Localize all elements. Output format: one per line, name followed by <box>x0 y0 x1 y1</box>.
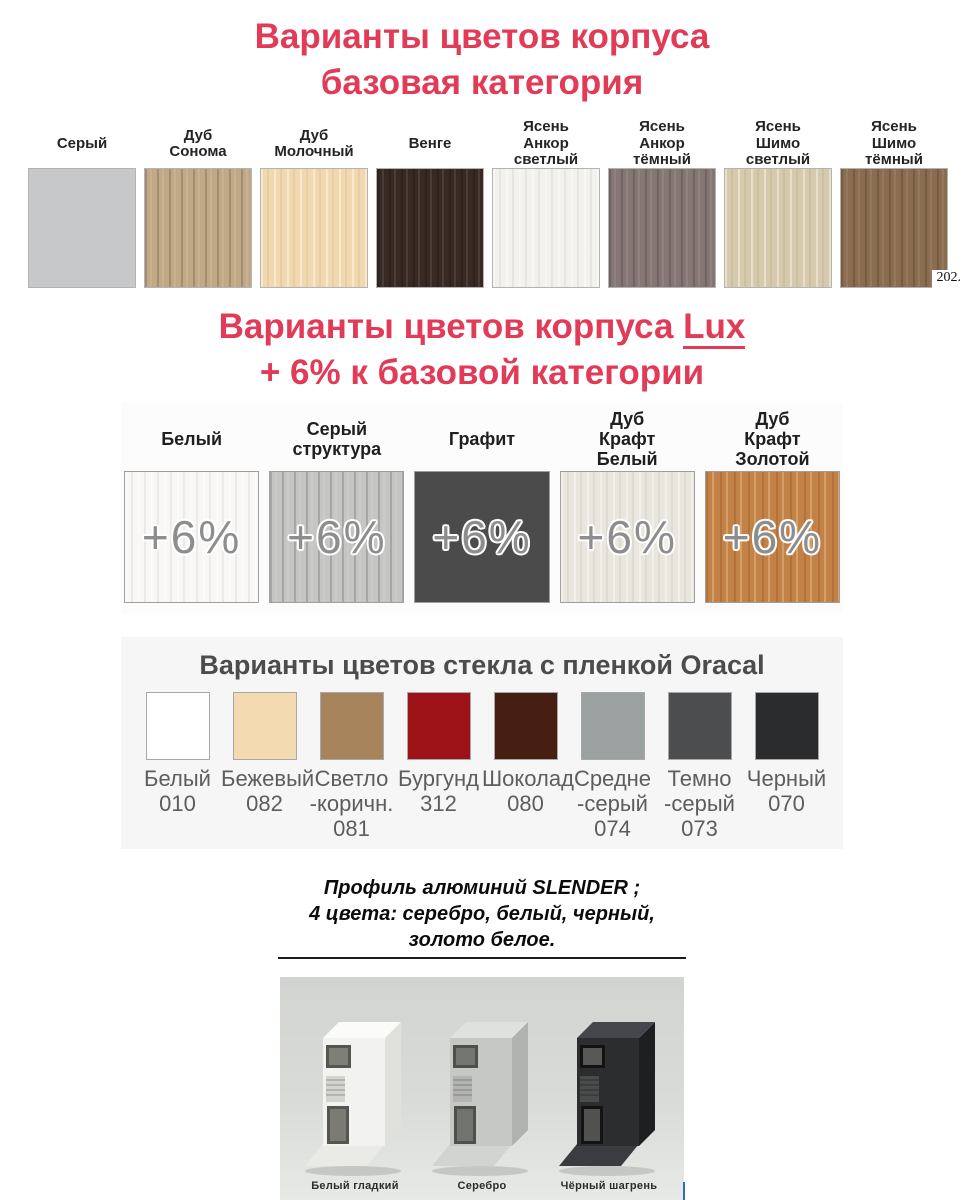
oracal-swatch-label: Светло -коричн. 081 <box>309 765 394 841</box>
lux-swatch-label: Белый <box>161 429 223 450</box>
profile-variant-label: Серебро <box>457 1180 507 1192</box>
profile-image <box>430 1008 534 1178</box>
base-swatches-row <box>0 168 964 288</box>
base-color-swatch <box>376 168 484 288</box>
plus6-overlay: +6% <box>432 511 532 564</box>
profile-variant <box>430 1008 534 1200</box>
base-color-swatch <box>608 168 716 288</box>
oracal-color-swatch <box>494 692 558 760</box>
oracal-swatch-cell <box>482 692 569 760</box>
oracal-swatch-cell <box>656 692 743 760</box>
lux-card <box>121 403 843 613</box>
profile-variant <box>303 1008 407 1200</box>
profile-image <box>557 1008 661 1178</box>
base-swatch-label: Серый <box>56 134 108 152</box>
profile-photo <box>280 977 684 1200</box>
profile-description <box>0 875 964 953</box>
oracal-swatch-cell <box>743 692 830 760</box>
base-color-swatch <box>724 168 832 288</box>
oracal-color-swatch <box>233 692 297 760</box>
profile-text-line1: Профиль алюминий SLENDER ; <box>323 877 641 899</box>
base-title-line1: Варианты цветов корпуса <box>254 17 710 56</box>
oracal-color-swatch <box>146 692 210 760</box>
oracal-color-swatch <box>755 692 819 760</box>
profile-variant-label: Чёрный шагрень <box>560 1180 658 1192</box>
profile-text-line3: золото белое. <box>408 929 556 951</box>
plus6-overlay: +6% <box>141 511 242 564</box>
oracal-swatch-cell <box>134 692 221 760</box>
oracal-card <box>121 637 843 849</box>
base-swatch-label: Ясень Анкор тёмный <box>633 118 691 168</box>
base-swatch-label: Дуб Сонома <box>169 126 227 160</box>
oracal-color-swatch <box>320 692 384 760</box>
profile-text-line2: 4 цвета: серебро, белый, черный, <box>309 903 655 925</box>
plus6-overlay: +6% <box>722 511 823 564</box>
lux-color-swatch <box>269 471 404 603</box>
watermark-year: 202. <box>932 270 964 288</box>
oracal-swatch-label: Черный 070 <box>746 765 827 816</box>
oracal-swatch-label: Бежевый 082 <box>221 765 315 816</box>
lux-swatch-labels-row <box>124 407 840 471</box>
base-swatch-label: Венге <box>408 134 452 152</box>
profile-image <box>303 1008 407 1178</box>
plus6-overlay: +6% <box>287 511 387 564</box>
oracal-labels-row <box>121 766 843 841</box>
oracal-swatch-cell <box>395 692 482 760</box>
oracal-color-swatch <box>407 692 471 760</box>
lux-color-swatch <box>124 471 259 603</box>
base-color-swatch <box>492 168 600 288</box>
oracal-swatch-label: Темно -серый 073 <box>664 765 735 841</box>
base-swatch-label: Дуб Молочный <box>274 126 354 160</box>
lux-title <box>0 304 964 396</box>
lux-title-line2: + 6% к базовой категории <box>259 352 705 392</box>
base-title <box>0 0 964 106</box>
base-swatch-label: Ясень Шимо тёмный <box>865 118 923 168</box>
lux-swatch-label: Графит <box>448 429 516 450</box>
lux-swatches-row <box>124 471 840 603</box>
oracal-swatches-row <box>121 692 843 760</box>
base-title-line2: базовая категория <box>320 62 644 102</box>
lux-swatch-label: Серый структура <box>292 419 382 460</box>
oracal-swatch-label: Бургунд 312 <box>398 765 479 816</box>
base-color-swatch <box>144 168 252 288</box>
base-color-swatch <box>28 168 136 288</box>
profile-variant-label: Белый гладкий <box>311 1180 399 1192</box>
lux-title-line1: Варианты цветов корпуса Lux <box>0 304 964 350</box>
base-swatch-label: Ясень Шимо светлый <box>745 118 811 168</box>
lux-swatch-label: Дуб Крафт Золотой <box>735 409 810 470</box>
lux-color-swatch <box>560 471 695 603</box>
oracal-heading: Варианты цветов стекла с пленкой Oracal <box>199 650 765 681</box>
lux-color-swatch <box>414 471 549 603</box>
oracal-color-swatch <box>668 692 732 760</box>
oracal-swatch-cell <box>308 692 395 760</box>
oracal-swatch-cell <box>221 692 308 760</box>
oracal-swatch-label: Шоколад 080 <box>482 765 574 816</box>
lux-color-swatch <box>705 471 840 603</box>
divider-line <box>278 957 686 959</box>
oracal-swatch-cell <box>569 692 656 760</box>
oracal-swatch-label: Средне -серый 074 <box>573 765 652 841</box>
accent-line <box>683 1182 685 1200</box>
profile-variant <box>557 1008 661 1200</box>
oracal-swatch-label: Белый 010 <box>144 765 211 816</box>
base-swatch-label: Ясень Анкор светлый <box>513 118 579 168</box>
lux-link-text: Lux <box>683 307 745 349</box>
base-swatch-labels-row <box>0 120 964 168</box>
oracal-color-swatch <box>581 692 645 760</box>
lux-swatch-label: Дуб Крафт Белый <box>596 409 658 470</box>
base-color-swatch <box>260 168 368 288</box>
plus6-overlay: +6% <box>577 511 677 564</box>
